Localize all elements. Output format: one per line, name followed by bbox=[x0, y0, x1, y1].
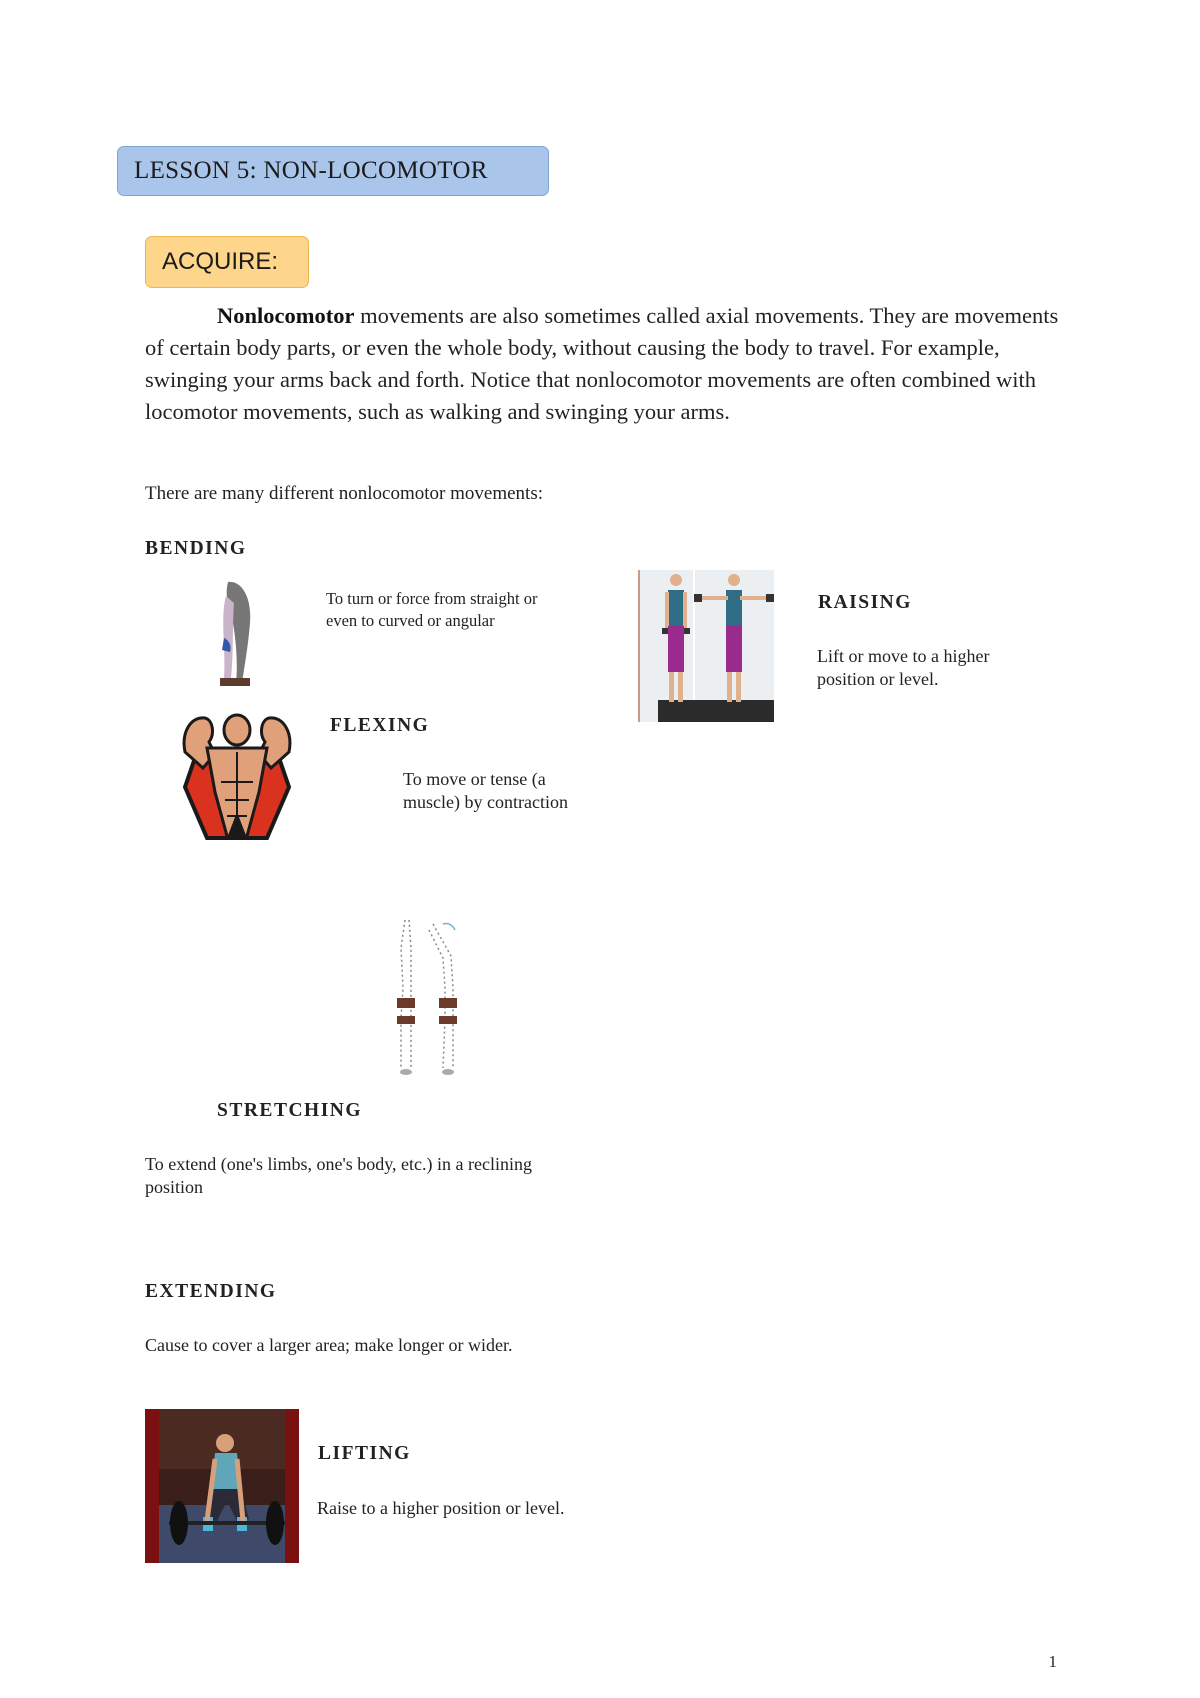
raising-heading: RAISING bbox=[818, 592, 912, 613]
stretching-heading: STRETCHING bbox=[217, 1100, 363, 1121]
movements-lead: There are many different nonlocomotor movements: bbox=[145, 483, 543, 504]
intro-paragraph bbox=[145, 300, 1065, 428]
raising-description: Lift or move to a higher position or level. bbox=[817, 646, 990, 689]
intro-bold-term: Nonlocomotor bbox=[217, 303, 355, 328]
bending-description: To turn or force from straight or even to curved or angular bbox=[326, 589, 538, 630]
lifting-heading: LIFTING bbox=[318, 1443, 411, 1464]
acquire-label bbox=[145, 236, 309, 288]
lifting-image bbox=[145, 1409, 299, 1563]
extending-heading: EXTENDING bbox=[145, 1281, 277, 1302]
lifting-description: Raise to a higher position or level. bbox=[317, 1498, 565, 1518]
acquire-label-text: ACQUIRE: bbox=[162, 248, 279, 275]
bending-heading: BENDING bbox=[145, 538, 247, 559]
stretching-description: To extend (one's limbs, one's body, etc.) in a reclining position bbox=[145, 1154, 532, 1197]
extending-description: Cause to cover a larger area; make longer or wider. bbox=[145, 1335, 513, 1355]
raising-image bbox=[638, 570, 774, 722]
flexing-image bbox=[177, 712, 297, 842]
bending-image bbox=[212, 578, 262, 690]
lesson-title-text: LESSON 5: NON-LOCOMOTOR bbox=[134, 157, 488, 184]
flexing-heading: FLEXING bbox=[330, 715, 430, 736]
lesson-title bbox=[117, 146, 549, 196]
intro-text: movements are also sometimes called axial movements. They are movements of certain body parts, or even the whole body, without causing the body to travel. For example, swinging your arms back and forth. Notice that nonlocomotor movements are often combined with locomotor movements, such as walking and swinging your arms. bbox=[145, 303, 1059, 424]
page-number: 1 bbox=[1048, 1652, 1057, 1671]
stretching-image bbox=[393, 918, 465, 1080]
flexing-description: To move or tense (a muscle) by contraction bbox=[403, 769, 568, 812]
